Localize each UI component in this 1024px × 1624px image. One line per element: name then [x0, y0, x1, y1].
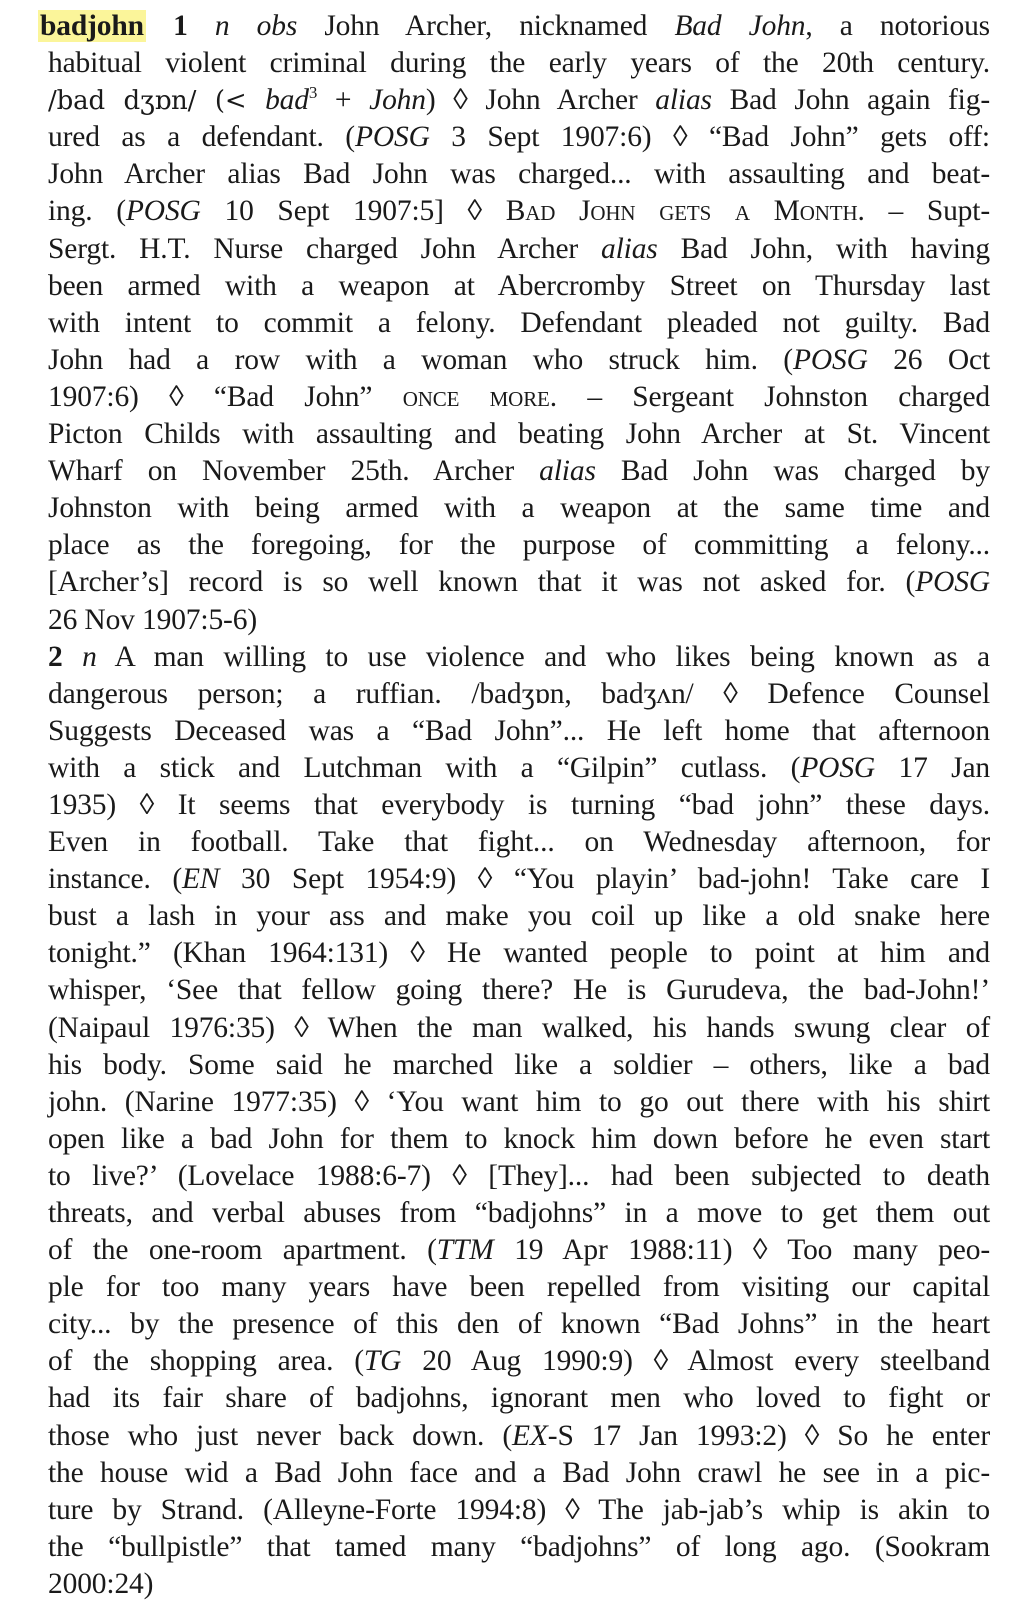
entry-line: 1907:6) ◊ “Bad John” once more. – Sergeant Johnston charged — [48, 380, 990, 413]
entry-line: tonight.” (Khan 1964:131) ◊ He wanted people to point at him and — [48, 937, 990, 970]
entry-line: (Naipaul 1976:35) ◊ When the man walked, his hands swung clear of — [48, 1011, 990, 1044]
entry-line: been armed with a weapon at Abercromby Street on Thursday last — [48, 269, 990, 302]
entry-line: to live?’ (Lovelace 1988:6-7) ◊ [They]... had been subjected to death — [48, 1159, 990, 1192]
entry-line: 2 n A man willing to use violence and who likes being known as a — [48, 640, 990, 673]
entry-line: 1935) ◊ It seems that everybody is turning “bad john” these days. — [48, 788, 990, 821]
entry-line: dangerous person; a ruffian. /badʒɒn, badʒʌn/ ◊ Defence Counsel — [48, 677, 990, 710]
part-of-speech: n — [82, 640, 97, 673]
sense-number: 1 — [173, 10, 188, 42]
entry-line: instance. (EN 30 Sept 1954:9) ◊ “You playin’ bad-john! Take care I — [48, 863, 990, 896]
entry-line: with intent to commit a felony. Defendant pleaded not guilty. Bad — [48, 306, 990, 339]
entry-line: ing. (POSG 10 Sept 1907:5] ◊ Bad John gets a Month. – Supt- — [48, 195, 990, 228]
entry-line: John had a row with a woman who struck him. (POSG 26 Oct — [48, 343, 991, 376]
entry-line: /bad dʒɒn/ (< bad$^3$ + John) ◊ John Archer alias Bad John again fig- — [48, 83, 991, 117]
entry-line: ured as a defendant. (POSG 3 Sept 1907:6) ◊ “Bad John” gets off: — [48, 121, 990, 154]
entry-line: Even in football. Take that fight... on Wednesday afternoon, for — [48, 826, 990, 859]
entry-line: threats, and verbal abuses from “badjohns” in a move to get them out — [48, 1197, 990, 1229]
entry-line: of the shopping area. (TG 20 Aug 1990:9) ◊ Almost every steelband — [48, 1345, 990, 1378]
entry-line: the “bullpistle” that tamed many “badjohns” of long ago. (Sookram — [48, 1530, 990, 1563]
sense-number: 2 — [48, 640, 63, 673]
entry-line: place as the foregoing, for the purpose of committing a felony... — [48, 529, 990, 562]
entry-line: habitual violent criminal during the early years of the 20th century. — [48, 47, 990, 80]
headword: badjohn — [40, 10, 144, 42]
entry-line: those who just never back down. (EX-S 17 Jan 1993:2) ◊ So he enter — [48, 1419, 990, 1452]
entry-line: city... by the presence of this den of known “Bad Johns” in the heart — [48, 1308, 990, 1341]
entry-line: ple for too many years have been repelled from visiting our capital — [48, 1271, 990, 1304]
entry-line: had its fair share of badjohns, ignorant men who loved to fight or — [48, 1382, 990, 1415]
entry-line: Johnston with being armed with a weapon at the same time and — [48, 492, 990, 525]
entry-line: his body. Some said he marched like a soldier – others, like a bad — [48, 1048, 990, 1081]
dictionary-entry — [40, 8, 991, 1603]
entry-line: Suggests Deceased was a “Bad John”... He left home that afternoon — [48, 714, 990, 747]
entry-line: bust a lash in your ass and make you coil up like a old snake here — [48, 900, 990, 933]
entry-line: of the one-room apartment. (TTM 19 Apr 1988:11) ◊ Too many peo- — [48, 1234, 990, 1267]
entry-line: 2000:24) — [48, 1567, 154, 1600]
usage-label: obs — [256, 10, 298, 42]
entry-line: the house wid a Bad John face and a Bad John crawl he see in a pic- — [48, 1456, 990, 1489]
entry-line: john. (Narine 1977:35) ◊ ‘You want him to go out there with his shirt — [48, 1085, 990, 1118]
entry-line: Picton Childs with assaulting and beating John Archer at St. Vincent — [48, 418, 990, 451]
entry-line: ture by Strand. (Alleyne-Forte 1994:8) ◊ The jab-jab’s whip is akin to — [48, 1493, 990, 1526]
entry-line: 26 Nov 1907:5-6) — [48, 603, 257, 636]
pronunciation: /bad dʒɒn/ (< — [48, 86, 266, 117]
entry-line: whisper, ‘See that fellow going there? He is Gurudeva, the bad-John!’ — [48, 974, 990, 1007]
entry-line: open like a bad John for them to knock him down before he even start — [48, 1122, 990, 1155]
entry-line: Sergt. H.T. Nurse charged John Archer alias Bad John, with having — [48, 232, 991, 265]
entry-line: with a stick and Lutchman with a “Gilpin” cutlass. (POSG 17 Jan — [48, 751, 990, 784]
entry-line: badjohn 1 n obs John Archer, nicknamed Bad John, a notorious — [40, 10, 991, 42]
entry-line: John Archer alias Bad John was charged... with assaulting and beat- — [48, 158, 990, 191]
part-of-speech: n — [214, 10, 230, 42]
entry-line: [Archer’s] record is so well known that it was not asked for. (POSG — [48, 566, 990, 599]
entry-line: Wharf on November 25th. Archer alias Bad John was charged by — [48, 455, 990, 488]
